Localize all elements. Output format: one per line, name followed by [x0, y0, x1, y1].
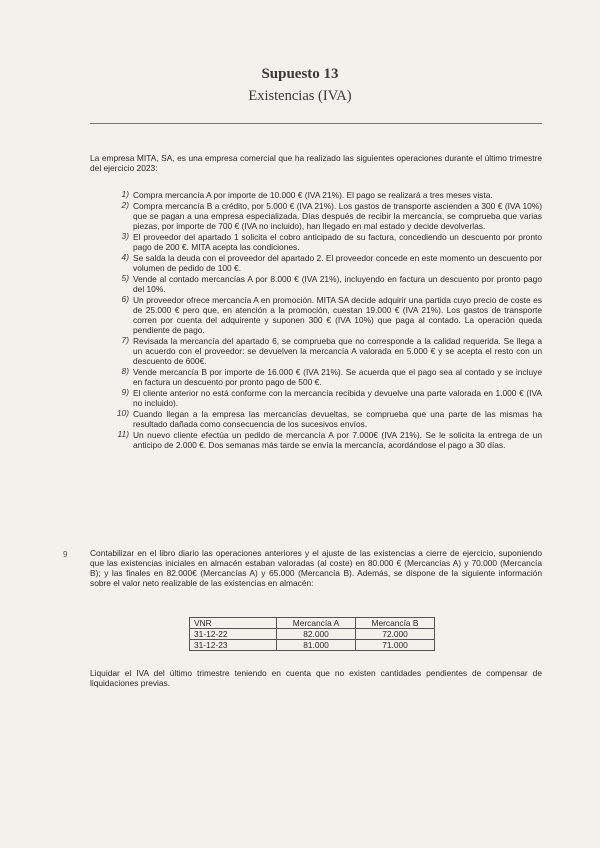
table-header-cell: Mercancía B	[356, 618, 435, 629]
operation-number: 1)	[121, 189, 129, 199]
operation-item	[90, 388, 542, 408]
operation-item	[90, 367, 542, 387]
operation-text: Compra mercancía A por importe de 10.000 € (IVA 21%). El pago se realizará a tres meses vista.	[133, 190, 493, 200]
operation-number: 5)	[121, 273, 129, 283]
operation-item	[90, 430, 542, 450]
operation-number: 2)	[121, 200, 129, 210]
operation-number: 6)	[121, 294, 129, 304]
table-cell: 82.000	[277, 629, 356, 640]
table-cell: 71.000	[356, 640, 435, 651]
operation-item	[90, 201, 542, 231]
operation-item	[90, 336, 542, 366]
operation-number: 3)	[121, 231, 129, 241]
intro-paragraph: La empresa MITA, SA, es una empresa comercial que ha realizado las siguientes operaciones durante el último trimestre del ejercicio 2023:	[90, 153, 542, 173]
operation-text: Vende mercancía B por importe de 16.000 € (IVA 21%). Se acuerda que el pago sea al contado y se incluye en factura un descuento por pronto pago de 500 €.	[133, 367, 542, 387]
operation-number: 10)	[116, 408, 129, 418]
vat-paragraph: Liquidar el IVA del último trimestre teniendo en cuenta que no existen cantidades pendientes de compensar de liquidaciones previas.	[90, 668, 542, 688]
operation-item	[90, 190, 542, 200]
operation-number: 4)	[121, 252, 129, 262]
instructions-paragraph: Contabilizar en el libro diario las operaciones anteriores y el ajuste de las existencias a cierre de ejercicio, suponiendo que las existencias iniciales en almacén estaban valoradas (al coste) en 80.000 € (Mercancías A) y 70.000 (Mercancía B); y las finales en 82.000€ (Mercancías A) y 65.000 (Mercancía B). Además, se dispone de la siguiente información sobre el valor neto realizable de las existencias en almacén:	[90, 548, 542, 588]
table-cell: 31-12-23	[190, 640, 277, 651]
operation-text: Un proveedor ofrece mercancía A en promoción. MITA SA decide adquirir una partida cuyo precio de coste es de 25.000 € pero que, en atención a la promoción, cuestan 19.000 € (IVA 21%). Los gastos de transporte corren por cuenta del adquirente y suponen 300 € (IVA 10%) que paga al contado. La operación queda pendiente de pago.	[133, 295, 542, 335]
operation-text: Un nuevo cliente efectúa un pedido de mercancía A por 7.000€ (IVA 21%). Se le solicita la entrega de un anticipo de 2.000 €. Dos semanas más tarde se envía la mercancía, acordándose el pago a 30 días.	[133, 430, 542, 450]
table-row	[190, 640, 435, 651]
operation-number: 11)	[117, 429, 129, 439]
margin-mark: 9	[63, 550, 68, 559]
operation-item	[90, 409, 542, 429]
operations-list	[90, 190, 542, 451]
operation-text: El proveedor del apartado 1 solicita el cobro anticipado de su factura, concediendo un descuento por pronto pago de 200 €. MITA acepta las condiciones.	[133, 232, 542, 252]
operation-number: 7)	[121, 335, 129, 345]
operation-text: Compra mercancía B a crédito, por 5.000 € (IVA 21%). Los gastos de transporte ascienden a 300 € (IVA 10%) que se pagan a una empresa especializada. Días después de recibir la mercancía, se comprueba que varias piezas, por importe de 700 € (IVA no incluido), han llegado en mal estado y decide devolverlas.	[133, 201, 542, 231]
operation-item	[90, 232, 542, 252]
table-cell: 31-12-22	[190, 629, 277, 640]
header-divider	[90, 123, 542, 124]
table-header-row	[190, 618, 435, 629]
table-row	[190, 629, 435, 640]
page-subtitle: Existencias (IVA)	[248, 88, 352, 104]
table-cell: 72.000	[356, 629, 435, 640]
operation-text: Se salda la deuda con el proveedor del apartado 2. El proveedor concede en este momento un descuento por volumen de pedido de 100 €.	[133, 253, 542, 273]
operation-text: Vende al contado mercancías A por 8.000 € (IVA 21%), incluyendo en factura un descuento por pronto pago del 10%.	[133, 274, 542, 294]
operation-text: El cliente anterior no está conforme con la mercancía recibida y devuelve una parte valorada en 1.000 € (IVA no incluido).	[133, 388, 542, 408]
vnr-table	[189, 617, 435, 651]
table-header-cell: VNR	[190, 618, 277, 629]
operation-item	[90, 253, 542, 273]
page-title: Supuesto 13	[261, 66, 339, 82]
operation-number: 8)	[121, 366, 129, 376]
table-cell: 81.000	[277, 640, 356, 651]
operation-number: 9)	[121, 387, 129, 397]
operation-item	[90, 295, 542, 335]
operation-text: Revisada la mercancía del apartado 6, se comprueba que no corresponde a la calidad requerida. Se llega a un acuerdo con el proveedor: se devuelven la mercancía A valorada en 5.000 € y se acepta el resto con un descuento de 600€.	[133, 336, 542, 366]
operation-item	[90, 274, 542, 294]
operation-text: Cuando llegan a la empresa las mercancías devueltas, se comprueba que una parte de las mismas ha resultado dañada como consecuencia de los sucesivos envíos.	[133, 409, 542, 429]
table-header-cell: Mercancía A	[277, 618, 356, 629]
